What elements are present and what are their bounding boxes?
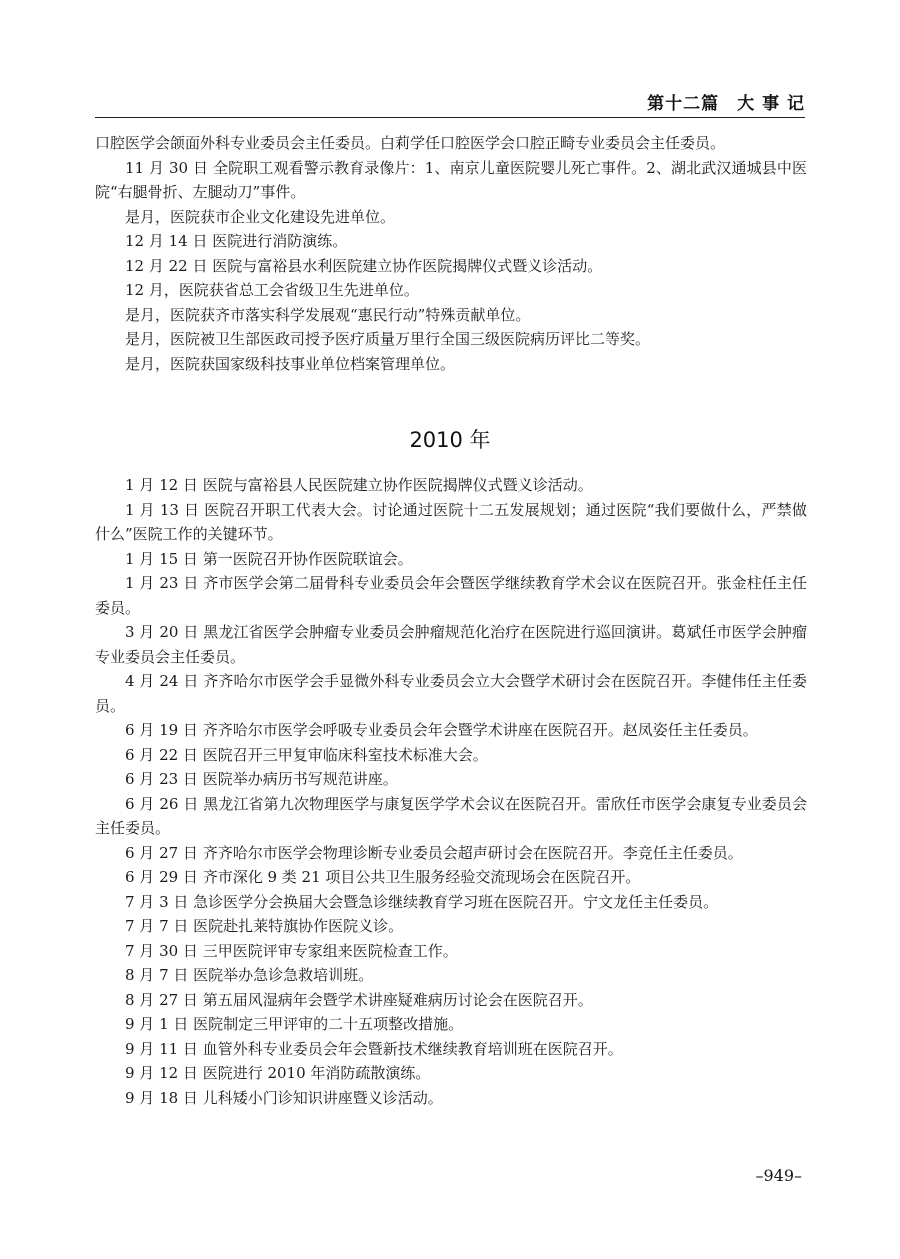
paragraph: 是月，医院被卫生部医政司授予医疗质量万里行全国三级医院病历评比二等奖。 [125,330,651,348]
paragraph: 11 月 30 日 全院职工观看警示教育录像片：1、南京儿童医院婴儿死亡事件。2、湖北武汉通城县中医院“右腿骨折、左腿动刀”事件。 [95,158,807,201]
section-2010 [95,473,807,1110]
paragraph: 7 月 30 日 三甲医院评审专家组来医院检查工作。 [125,941,458,960]
paragraph: 6 月 27 日 齐齐哈尔市医学会物理诊断专业委员会超声研讨会在医院召开。李竞任主任委员。 [125,843,743,862]
paragraph: 12 月，医院获省总工会省级卫生先进单位。 [125,281,419,299]
paragraph: 7 月 3 日 急诊医学分会换届大会暨急诊继续教育学习班在医院召开。宁文龙任主任委员。 [125,892,719,911]
paragraph: 4 月 24 日 齐齐哈尔市医学会手显微外科专业委员会立大会暨学术研讨会在医院召开。李健伟任主任委员。 [95,672,807,715]
paragraph: 6 月 19 日 齐齐哈尔市医学会呼吸专业委员会年会暨学术讲座在医院召开。赵凤姿任主任委员。 [125,721,758,739]
paragraph: 7 月 7 日 医院赴扎莱特旗协作医院义诊。 [125,917,404,935]
running-header [95,85,805,118]
paragraph: 是月，医院获市企业文化建设先进单位。 [125,207,396,226]
paragraph: 9 月 1 日 医院制定三甲评审的二十五项整改措施。 [125,1015,464,1033]
header-title: 第十二篇 大 事 记 [647,94,805,114]
paragraph: 9 月 12 日 医院进行 2010 年消防疏散演练。 [125,1064,431,1082]
paragraph: 6 月 22 日 医院召开三甲复审临床科室技术标准大会。 [125,745,488,764]
paragraph: 9 月 18 日 儿科矮小门诊知识讲座暨义诊活动。 [125,1088,443,1107]
paragraph: 是月，医院获齐市落实科学发展观“惠民行动”特殊贡献单位。 [125,305,531,324]
paragraph: 8 月 27 日 第五届风湿病年会暨学术讲座疑难病历讨论会在医院召开。 [125,990,593,1009]
paragraph: 1 月 23 日 齐市医学会第二届骨科专业委员会年会暨医学继续教育学术会议在医院召开。张金柱任主任委员。 [95,574,807,617]
paragraph: 9 月 11 日 血管外科专业委员会年会暨新技术继续教育培训班在医院召开。 [125,1039,623,1058]
paragraph: 8 月 7 日 医院举办急诊急救培训班。 [125,966,374,984]
paragraph: 12 月 14 日 医院进行消防演练。 [125,232,348,250]
paragraph: 口腔医学会颌面外科专业委员会主任委员。白莉学任口腔医学会口腔正畸专业委员会主任委员。 [95,134,726,152]
paragraph: 1 月 13 日 医院召开职工代表大会。讨论通过医院十二五发展规划；通过医院“我们要做什么，严禁做什么”医院工作的关键环节。 [95,500,807,543]
paragraph: 1 月 15 日 第一医院召开协作医院联谊会。 [125,549,413,568]
paragraph: 12 月 22 日 医院与富裕县水利医院建立协作医院揭牌仪式暨义诊活动。 [125,256,603,275]
paragraph: 6 月 29 日 齐市深化 9 类 21 项目公共卫生服务经验交流现场会在医院召开。 [125,868,641,886]
page-number: –949– [755,1166,802,1185]
paragraph: 是月，医院获国家级科技事业单位档案管理单位。 [125,354,456,373]
paragraph: 6 月 26 日 黑龙江省第九次物理医学与康复医学学术会议在医院召开。雷欣任市医学会康复专业委员会主任委员。 [95,794,807,837]
paragraph: 1 月 12 日 医院与富裕县人民医院建立协作医院揭牌仪式暨义诊活动。 [125,476,593,494]
section-2009-continued [95,131,807,376]
paragraph: 3 月 20 日 黑龙江省医学会肿瘤专业委员会肿瘤规范化治疗在医院进行巡回演讲。葛斌任市医学会肿瘤专业委员会主任委员。 [95,623,807,666]
year-heading: 2010 年 [409,428,491,452]
paragraph: 6 月 23 日 医院举办病历书写规范讲座。 [125,770,398,788]
